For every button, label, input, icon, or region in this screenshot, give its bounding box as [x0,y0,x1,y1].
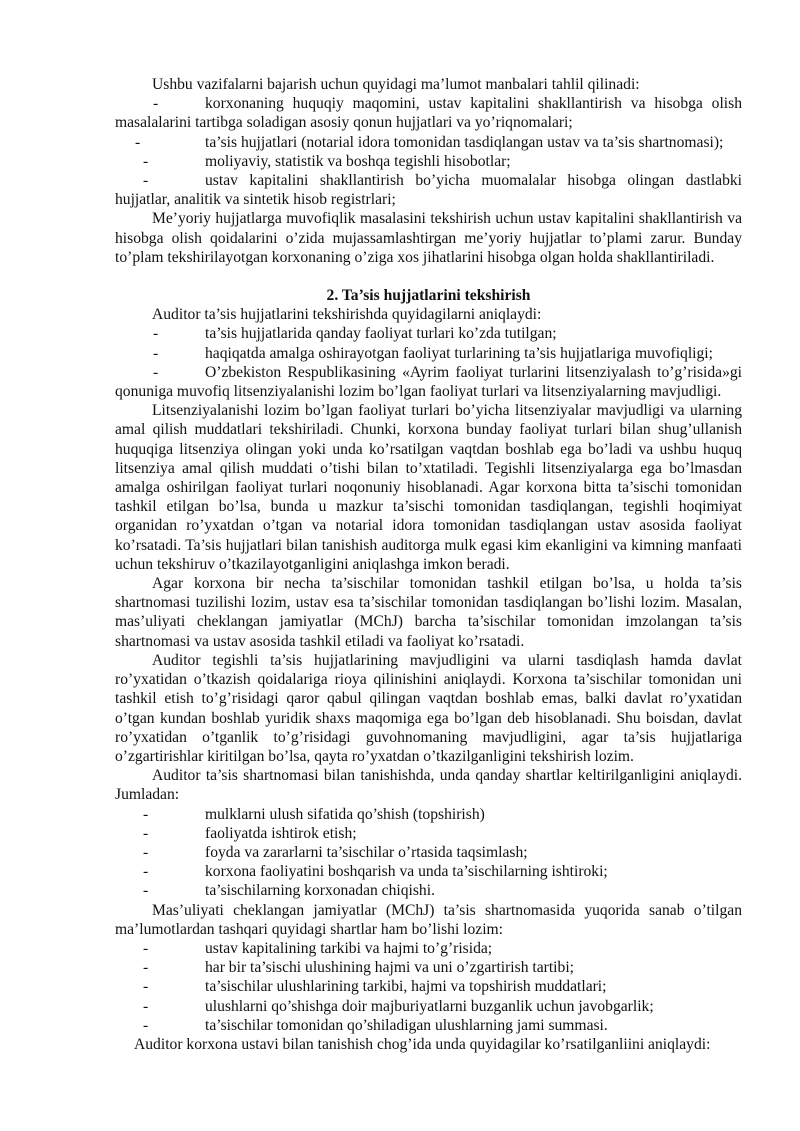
dash-marker: - [143,997,149,1015]
dash-marker: - [135,133,141,151]
list-item: - ta’sischilarning korxonadan chiqishi. [143,882,435,900]
list-item: - mulklarni ulush sifatida qo’shish (topshirish) [143,805,485,823]
paragraph: Auditor ta’sis hujjatlarini tekshirishda quyidagilarni aniqlaydi: [152,306,542,324]
list-item: - moliyaviy, statistik va boshqa tegishli hisobotlar; [143,152,511,170]
dash-marker: - [143,1016,149,1034]
paragraph: Auditor ta’sis shartnomasi bilan tanishishda, unda qanday shartlar keltirilganligini aniqlaydi. Jumladan: [115,767,742,804]
document-page [115,75,742,1054]
list-item: - ta’sis hujjatlari (notarial idora tomonidan tasdiqlangan ustav va ta’sis shartnomasi); [135,133,724,151]
section-heading: 2. Ta’sis hujjatlarini tekshirish [326,287,531,305]
list-item: - ulushlarni qo’shishga doir majburiyatlarni buzganlik uchun javobgarlik; [143,997,654,1015]
dash-marker: - [143,959,149,977]
dash-marker: - [153,325,159,343]
dash-marker: - [143,882,149,900]
paragraph: Agar korxona bir necha ta’sischilar tomonidan tashkil etilgan bo’lsa, u holda ta’sis shartnomasi tuzilishi lozim, ustav esa ta’sischilar tomonidan tasdiqlangan bo’lishi lozim. Masalan, mas’uliyati cheklangan jamiyatlar (MChJ) barcha ta’sischilar tomonidan imzolangan ta’sis shartnomasi va ustav asosida tashkil etiladi va faoliyat ko’rsatadi. [115,575,742,650]
list-item: - ustav kapitalining tarkibi va hajmi to’g’risida; [143,939,493,957]
dash-marker: - [143,863,149,881]
list-item: - O’zbekiston Respublikasining «Ayrim faoliyat turlarini litsenziyalash to’g’risida»gi qonuniga muvofiq litsenziyalanishi lozim bo’lgan faoliyat turlari va litsenziyalarning mavjudligi. [115,363,742,401]
dash-marker: - [143,805,149,823]
list-item: - foyda va zararlarni ta’sischilar o’rtasida taqsimlash; [143,843,528,861]
list-item: - ta’sischilar ulushlarining tarkibi, hajmi va topshirish muddatlari; [143,978,607,996]
dash-marker: - [143,152,149,170]
dash-marker: - [153,363,159,381]
dash-marker: - [153,95,159,113]
list-item: - ta’sis hujjatlarida qanday faoliyat turlari ko’zda tutilgan; [153,325,557,343]
list-item: - ustav kapitalini shakllantirish bo’yicha muomalalar hisobga olingan dastlabki hujjatlar, analitik va sintetik hisob registrlari; [115,172,742,209]
dash-marker: - [143,939,149,957]
dash-marker: - [143,843,149,861]
paragraph: Auditor tegishli ta’sis hujjatlarining mavjudligini va ularni tasdiqlash hamda davlat ro’yxatidan o’tkazish qoidalariga rioya qilinishini aniqlaydi. Korxona ta’sischilar tomonidan uni tashkil etish to’g’risidagi qaror qabul qilingan vaqtdan boshlab emas, balki davlat ro’yxatidan o’tgan kundan boshlab yuridik shaxs maqomiga ega bo’lgan deb hisoblanadi. Shu boisdan, davlat ro’yxatidan o’tganlik to’g’risidagi guvohnomaning mavjudligini, agar ta’sis hujjatlariga o’zgartirishlar kiritilgan bo’lsa, qayta ro’yxatdan o’tkazilganligini tekshirish lozim. [115,651,742,765]
list-item: - ta’sischilar tomonidan qo’shiladigan ulushlarning jami summasi. [143,1016,608,1034]
list-item: - har bir ta’sischi ulushining hajmi va uni o’zgartirish tartibi; [143,959,574,977]
paragraph: Me’yoriy hujjatlarga muvofiqlik masalasini tekshirish uchun ustav kapitalini shakllantirish va hisobga olish qoidalarini o’zida mujassamlashtirgan me’yoriy hujjatlar to’plami zarur. Bunday to’plam tekshirilayotgan korxonaning o’ziga xos jihatlarini hisobga olgan holda shakllantiriladi. [115,210,742,266]
list-item: - korxonaning huquqiy maqomini, ustav kapitalini shakllantirish va hisobga olish masalalarini tartibga soladigan asosiy qonun hujjatlari va yo’riqnomalari; [115,95,742,132]
intro-paragraph: Ushbu vazifalarni bajarish uchun quyidagi ma’lumot manbalari tahlil qilinadi: [152,76,640,93]
paragraph: Auditor korxona ustavi bilan tanishish chog’ida unda quyidagilar ko’rsatilganliini aniqlaydi: [134,1035,711,1053]
dash-marker: - [143,978,149,996]
dash-marker: - [143,172,149,190]
dash-marker: - [153,344,159,362]
paragraph: Mas’uliyati cheklangan jamiyatlar (MChJ) ta’sis shartnomasida yuqorida sanab o’tilgan ma’lumotlardan tashqari quyidagi shartlar ham bo’lishi lozim: [115,901,742,938]
list-item: - korxona faoliyatini boshqarish va unda ta’sischilarning ishtiroki; [143,863,608,881]
paragraph: Litsenziyalanishi lozim bo’lgan faoliyat turlari bo’yicha litsenziyalar mavjudligi va ularning amal qilish muddatlari tekshiriladi. Chunki, korxona bunday faoliyat turlari bilan shug’ullanish huquqiga litsenziya olingan yoki unda ko’rsatilgan vaqtdan boshlab ega bo’ladi va ushbu huquq litsenziya amal qilish muddati o’tishi bilan to’xtatiladi. Tegishli litsenziyalarga ega bo’lmasdan amalga oshirilgan faoliyat turlari noqonuniy hisoblanadi. Agar korxona bitta ta’sischi tomonidan tashkil etilgan bo’lsa, bunda u mazkur ta’sischi tomonidan tasdiqlangan, tegishli hoqimiyat organidan ro’yxatdan o’tgan va notarial idora tomonidan tasdiqlangan ustav asosida faoliyat ko’rsatadi. Ta’sis hujjatlari bilan tanishish auditorga mulk egasi kim ekanligini va kimning manfaati uchun tekshiruv o’tkazilayotganligini aniqlashga imkon beradi. [115,402,742,573]
dash-marker: - [143,824,149,842]
list-item: - faoliyatda ishtirok etish; [143,824,357,842]
list-item: - haqiqatda amalga oshirayotgan faoliyat turlarining ta’sis hujjatlariga muvofiqligi; [153,344,713,362]
